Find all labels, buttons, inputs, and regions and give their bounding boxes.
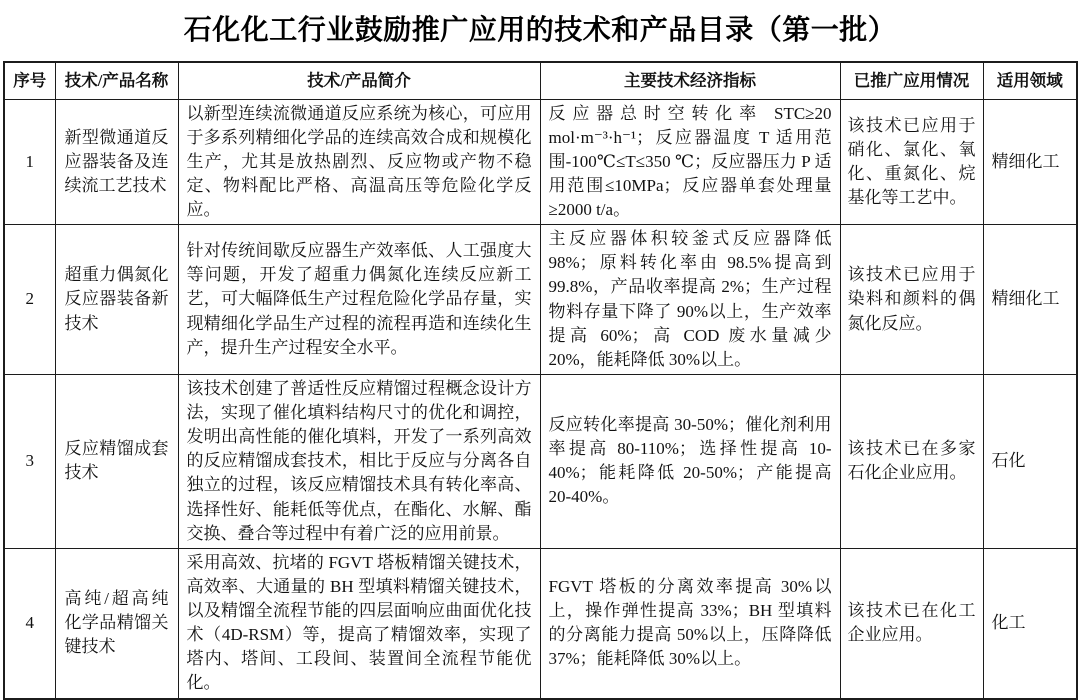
header-row xyxy=(4,62,1077,99)
row-field: 化工 xyxy=(983,548,1077,698)
col-header-field: 适用领域 xyxy=(983,62,1077,99)
row-no: 3 xyxy=(4,374,55,548)
col-header-indicators: 主要技术经济指标 xyxy=(540,62,840,99)
row-application: 该技术已应用于染料和颜料的偶氮化反应。 xyxy=(840,225,983,375)
row-intro: 针对传统间歇反应器生产效率低、人工强度大等问题，开发了超重力偶氮化连续反应新工艺，可大幅降低生产过程危险化学品存量，实现精细化学品生产过程的流程再造和连续化生产，提升生产过程安全水平。 xyxy=(178,225,540,375)
col-header-no: 序号 xyxy=(4,62,55,99)
col-header-intro: 技术/产品简介 xyxy=(178,62,540,99)
row-intro: 以新型连续流微通道反应系统为核心，可应用于多系列精细化学品的连续高效合成和规模化生产，尤其是放热剧烈、反应物或产物不稳定、物料配比严格、高温高压等危险化学反应。 xyxy=(178,99,540,225)
table-body xyxy=(4,99,1077,699)
row-field: 精细化工 xyxy=(983,99,1077,225)
catalog-table xyxy=(3,61,1078,700)
row-no: 2 xyxy=(4,225,55,375)
row-name: 高纯/超高纯化学品精馏关键技术 xyxy=(55,548,178,698)
table-row xyxy=(4,548,1077,698)
row-indicators: FGVT 塔板的分离效率提高 30%以上，操作弹性提高 33%；BH 型填料的分离能力提高 50%以上，压降降低 37%；能耗降低 30%以上。 xyxy=(540,548,840,698)
row-indicators: 反应转化率提高 30-50%；催化剂利用率提高 80-110%；选择性提高 10-40%；能耗降低 20-50%；产能提高 20-40%。 xyxy=(540,374,840,548)
row-application: 该技术已在化工企业应用。 xyxy=(840,548,983,698)
row-application: 该技术已在多家石化企业应用。 xyxy=(840,374,983,548)
row-field: 石化 xyxy=(983,374,1077,548)
table-row xyxy=(4,374,1077,548)
col-header-application: 已推广应用情况 xyxy=(840,62,983,99)
table-row xyxy=(4,99,1077,225)
row-name: 反应精馏成套技术 xyxy=(55,374,178,548)
row-indicators: 主反应器体积较釜式反应器降低 98%；原料转化率由 98.5%提高到 99.8%，产品收率提高 2%；生产过程物料存量下降了 90%以上，生产效率提高 60%；高 COD 废水量减少 20%，能耗降低 30%以上。 xyxy=(540,225,840,375)
table-row xyxy=(4,225,1077,375)
row-field: 精细化工 xyxy=(983,225,1077,375)
row-name: 新型微通道反应器装备及连续流工艺技术 xyxy=(55,99,178,225)
row-indicators: 反应器总时空转化率 STC≥20 mol·m⁻³·h⁻¹；反应器温度 T 适用范围-100℃≤T≤350 ℃；反应器压力 P 适用范围≤10MPa；反应器单套处理量≥2000 t/a。 xyxy=(540,99,840,225)
row-no: 1 xyxy=(4,99,55,225)
row-no: 4 xyxy=(4,548,55,698)
page-title: 石化化工行业鼓励推广应用的技术和产品目录（第一批） xyxy=(183,14,897,45)
row-name: 超重力偶氮化反应器装备新技术 xyxy=(55,225,178,375)
col-header-name: 技术/产品名称 xyxy=(55,62,178,99)
row-intro: 该技术创建了普适性反应精馏过程概念设计方法，实现了催化填料结构尺寸的优化和调控，发明出高性能的催化填料，开发了一系列高效的反应精馏成套技术，相比于反应与分离各自独立的过程，该反应精馏技术具有转化率高、选择性好、能耗低等优点，在酯化、水解、酯交换、叠合等过程中有着广泛的应用前景。 xyxy=(178,374,540,548)
table-header xyxy=(4,62,1077,99)
row-intro: 采用高效、抗堵的 FGVT 塔板精馏关键技术，高效率、大通量的 BH 型填料精馏关键技术，以及精馏全流程节能的四层面响应曲面优化技术（4D-RSM）等，提高了精馏效率，实现了塔内、塔间、工段间、装置间全流程节能优化。 xyxy=(178,548,540,698)
row-application: 该技术已应用于硝化、氯化、氧化、重氮化、烷基化等工艺中。 xyxy=(840,99,983,225)
